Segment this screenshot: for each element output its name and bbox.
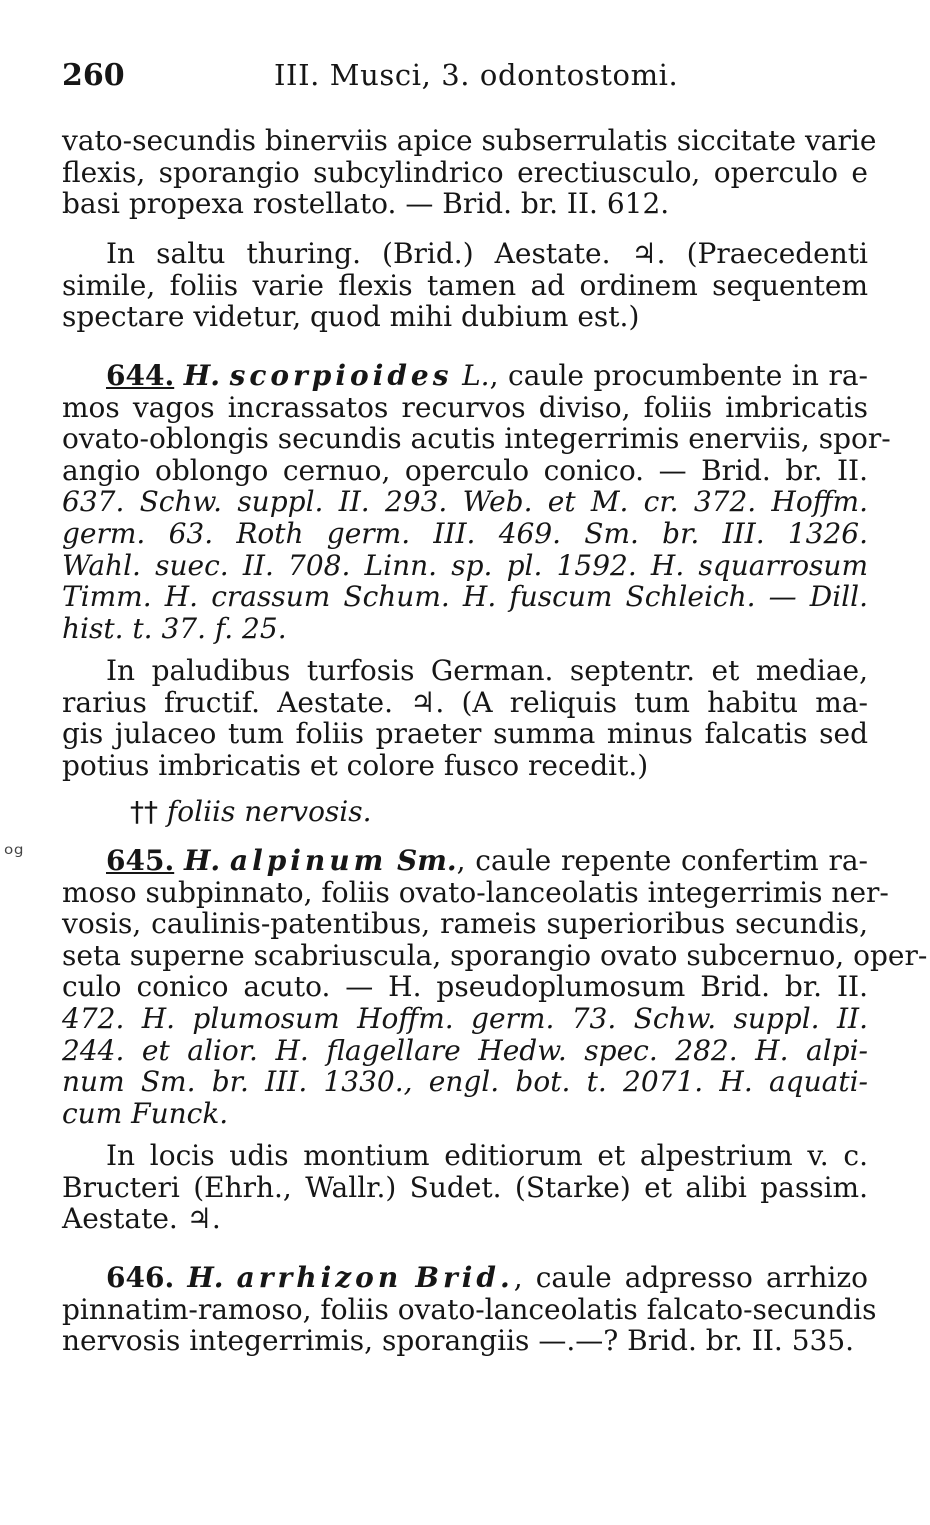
page-number: 260 (62, 58, 125, 93)
text-line (62, 687, 868, 719)
habitat-paragraph-644 (62, 655, 868, 781)
text-line: simile, foliis varie flexis tamen ad ordinem sequentem (62, 268, 868, 302)
species-name: scorpioides (229, 359, 453, 392)
species-entry-646 (62, 1261, 877, 1358)
text-span: In saltu thuring. (Brid.) Aestate. (106, 237, 632, 270)
species-number: 646. (106, 1261, 175, 1294)
text-line: nervosis integerrimis, sporangiis —.—? Brid. br. II. 535. (62, 1324, 855, 1358)
text-line: Bructeri (Ehrh., Wallr.) Sudet. (Starke) et alibi passim. (62, 1170, 868, 1204)
text-line: vato-secundis binerviis apice subserrulatis siccitate varie (62, 124, 877, 157)
text-span: , caule procumbente in ra- (489, 359, 869, 392)
text-line: gis julaceo tum foliis praeter summa minus falcatis sed (62, 717, 868, 751)
author: L. (462, 359, 490, 392)
text-line (62, 1203, 868, 1235)
dagger-marks: †† (130, 795, 158, 828)
genus: H. (183, 359, 220, 392)
species-heading (62, 1262, 868, 1294)
text-span: . (211, 1202, 221, 1236)
habitat-paragraph (62, 238, 868, 333)
text-line: mos vagos incrassatos recurvos diviso, foliis imbricatis (62, 390, 868, 424)
text-line: In locis udis montium editiorum et alpestrium v. c. (106, 1139, 868, 1172)
species-name: alpinum (229, 844, 388, 877)
running-title: III. Musci, 3. odontostomi. (274, 58, 679, 92)
genus: H. (187, 1261, 224, 1294)
text-span: . (A reliquis tum habitu ma- (435, 685, 868, 719)
citation-line: 244. et alior. H. flagellare Hedw. spec. 282. H. alpi- (62, 1033, 868, 1067)
text-line: potius imbricatis et colore fusco recedit.) (62, 748, 649, 782)
handwritten-margin-mark: ᵒᵍ (4, 840, 24, 868)
author: Sm. (397, 844, 457, 877)
citation-line: Timm. H. crassum Schum. H. fuscum Schleich. — Dill. (62, 580, 868, 614)
citation-line: Wahl. suec. II. 708. Linn. sp. pl. 1592. H. squarrosum (62, 548, 868, 582)
species-name: arrhizon (236, 1261, 403, 1294)
author: Brid. (415, 1261, 514, 1294)
text-line: pinnatim-ramoso, foliis ovato-lanceolatis falcato-secundis (62, 1292, 877, 1326)
text-line: culo conico acuto. — H. pseudoplumosum Brid. br. II. (62, 970, 868, 1004)
species-entry-645 (62, 844, 928, 1130)
text-span: . (Praecedenti (656, 237, 868, 270)
text-span: , caule repente confertim ra- (456, 844, 869, 877)
text-line: ovato-oblongis secundis acutis integerrimis enerviis, spor- (62, 422, 891, 456)
text-line (62, 238, 868, 270)
text-line: In paludibus turfosis German. septentr. et mediae, (106, 654, 868, 687)
species-number: 645. (106, 844, 175, 877)
text-span: Aestate. (62, 1202, 187, 1236)
genus: H. (183, 844, 221, 877)
text-line: spectare videtur, quod mihi dubium est.) (62, 300, 640, 334)
species-heading (62, 845, 868, 877)
text-line: basi propexa rostellato. — Brid. br. II. 612. (62, 187, 670, 221)
text-line: vosis, caulinis-patentibus, rameis superioribus secundis, (62, 907, 868, 941)
text-span: , caule adpresso arrhizo (513, 1261, 868, 1294)
perennial-symbol: ♃ (631, 237, 657, 270)
perennial-symbol: ♃ (410, 685, 436, 719)
citation-line: 637. Schw. suppl. II. 293. Web. et M. cr. 372. Hoffm. (62, 485, 868, 519)
text-line: seta superne scabriuscula, sporangio ovato subcernuo, oper- (62, 938, 928, 972)
citation-line: num Sm. br. III. 1330., engl. bot. t. 2071. H. aquati- (62, 1065, 868, 1099)
citation-line: cum Funck. (62, 1096, 229, 1130)
text-line: angio oblongo cernuo, operculo conico. — Brid. br. II. (62, 453, 868, 487)
section-subheading (130, 795, 372, 828)
subheading-text: foliis nervosis. (166, 795, 372, 828)
species-entry-644 (62, 359, 891, 645)
continued-description (62, 124, 877, 221)
species-heading (62, 360, 868, 392)
text-span: rarius fructif. Aestate. (62, 685, 411, 719)
citation-line: 472. H. plumosum Hoffm. germ. 73. Schw. suppl. II. (62, 1001, 868, 1035)
text-line: flexis, sporangio subcylindrico erectiusculo, operculo e (62, 155, 868, 189)
page-header (62, 58, 872, 98)
perennial-symbol: ♃ (186, 1202, 212, 1236)
text-line: moso subpinnato, foliis ovato-lanceolatis integerrimis ner- (62, 875, 889, 909)
habitat-paragraph-645 (62, 1140, 868, 1235)
species-number: 644. (106, 359, 175, 392)
citation-line: hist. t. 37. f. 25. (62, 611, 287, 645)
citation-line: germ. 63. Roth germ. III. 469. Sm. br. III. 1326. (62, 516, 868, 550)
